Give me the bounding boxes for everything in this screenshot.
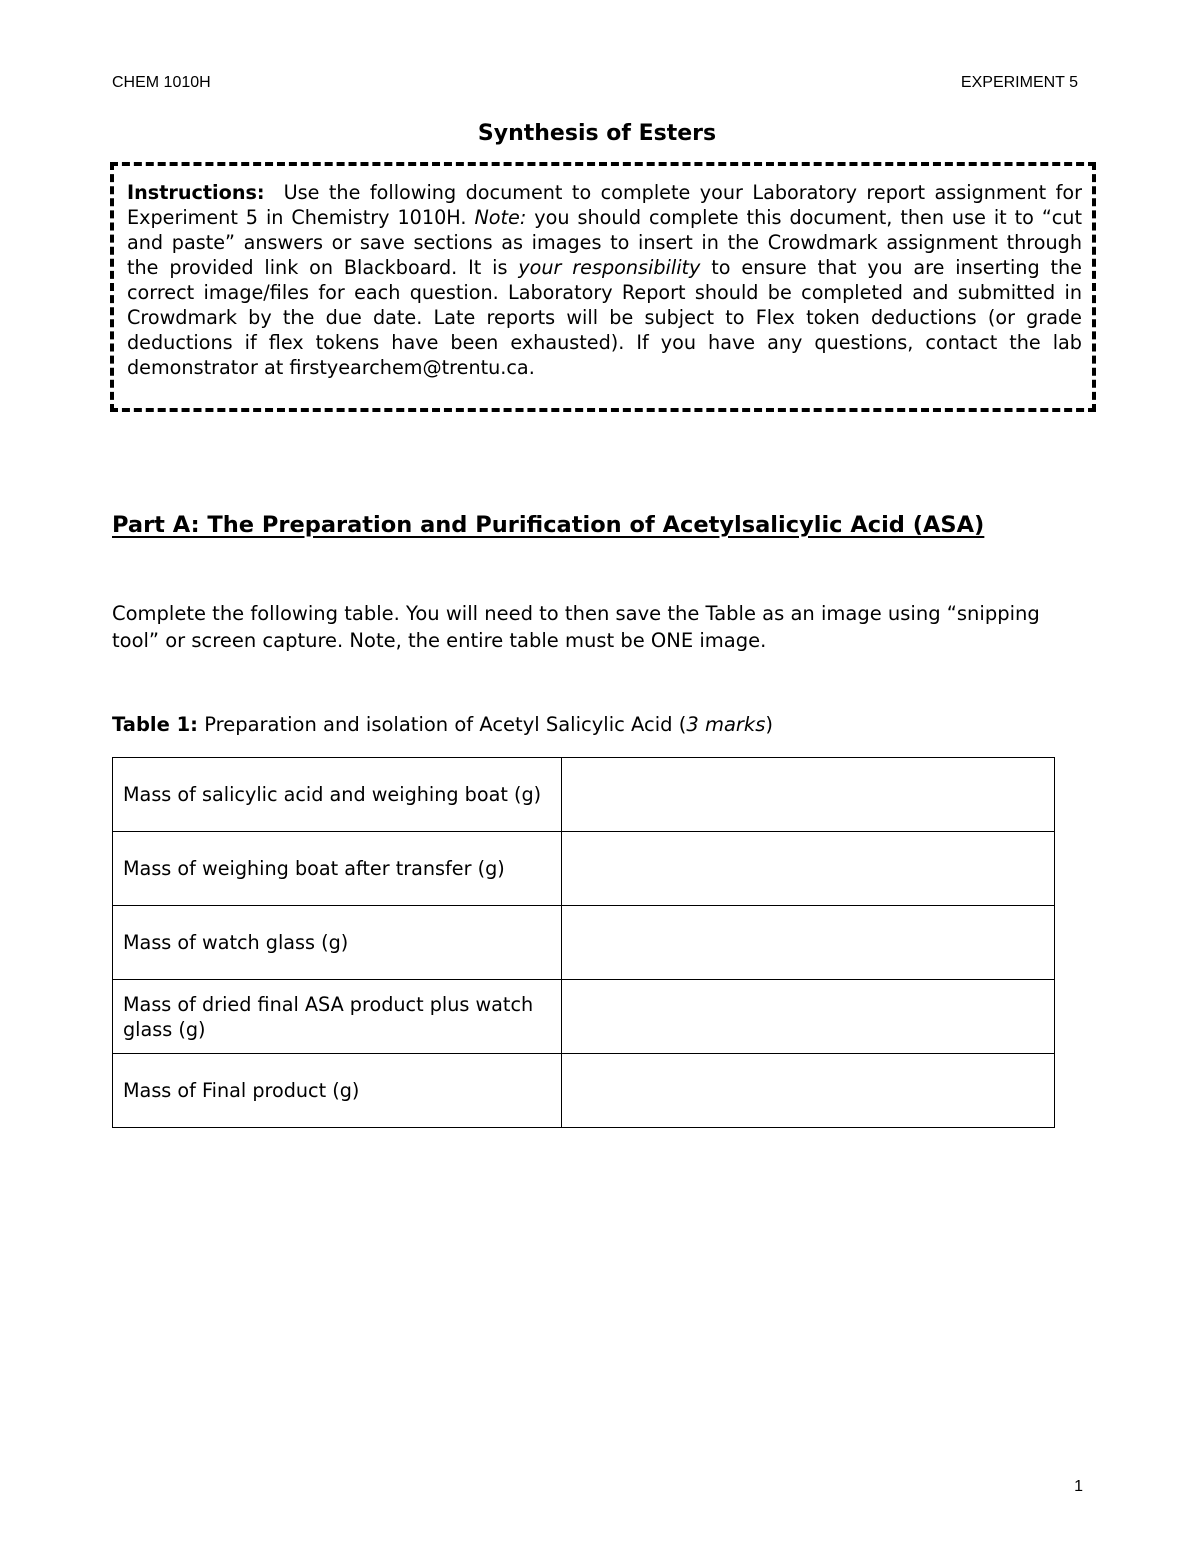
part-a-intro: Complete the following table. You will need to then save the Table as an image using “snipping tool” or screen capture. Note, the entire table must be ONE image. [112, 602, 1040, 652]
row-label: Mass of weighing boat after transfer (g) [113, 832, 562, 906]
row-value-input[interactable] [562, 758, 1055, 832]
instructions-label: Instructions: [127, 181, 265, 204]
row-label: Mass of watch glass (g) [113, 906, 562, 980]
part-a-heading: Part A: The Preparation and Purification of Acetylsalicylic Acid (ASA) [112, 512, 985, 538]
row-value-input[interactable] [562, 1054, 1055, 1128]
table-row [113, 980, 1055, 1054]
row-label: Mass of Final product (g) [113, 1054, 562, 1128]
table-caption-text: Preparation and isolation of Acetyl Salicylic Acid ( [204, 713, 687, 736]
page-number: 1 [1074, 1478, 1083, 1495]
instructions-text-2: you should complete this document, then use it to “cut and paste” answers or save sections as images to insert in the Crowdmark assignment through the provided link on Blackboard. It is [127, 206, 1082, 279]
page-title: Synthesis of Esters [477, 121, 717, 146]
row-label: Mass of salicylic acid and weighing boat (g) [113, 758, 562, 832]
instructions-emphasis: your responsibility [518, 256, 701, 279]
table-caption [112, 713, 773, 736]
row-value-input[interactable] [562, 980, 1055, 1054]
table-caption-label: Table 1: [112, 713, 198, 736]
table-caption-close: ) [765, 713, 773, 736]
instructions-text-1: Use the following document to complete your Laboratory report assignment for Experiment 5 in Chemistry 1010H. [127, 181, 1082, 229]
table-row [113, 832, 1055, 906]
header-course: CHEM 1010H [112, 74, 211, 91]
table-row [113, 906, 1055, 980]
row-value-input[interactable] [562, 906, 1055, 980]
instructions-box [110, 162, 1096, 412]
instructions-note-label: Note: [474, 206, 527, 229]
row-value-input[interactable] [562, 832, 1055, 906]
table-row [113, 758, 1055, 832]
instructions-text [127, 180, 1082, 380]
data-table [112, 757, 1055, 1128]
table-row [113, 1054, 1055, 1128]
header-experiment: EXPERIMENT 5 [960, 74, 1078, 91]
table-caption-marks: 3 marks [686, 713, 766, 736]
row-label: Mass of dried final ASA product plus watch glass (g) [113, 980, 562, 1054]
instructions-text-3: to ensure that you are inserting the correct image/files for each question. Laboratory Report should be completed and submitted in Crowdmark by the due date. Late reports will be subject to Flex token deductions (or grade deductions if flex tokens have been exhausted). If you have any questions, contact the lab demonstrator at firstyearchem@trentu.ca. [127, 256, 1082, 379]
